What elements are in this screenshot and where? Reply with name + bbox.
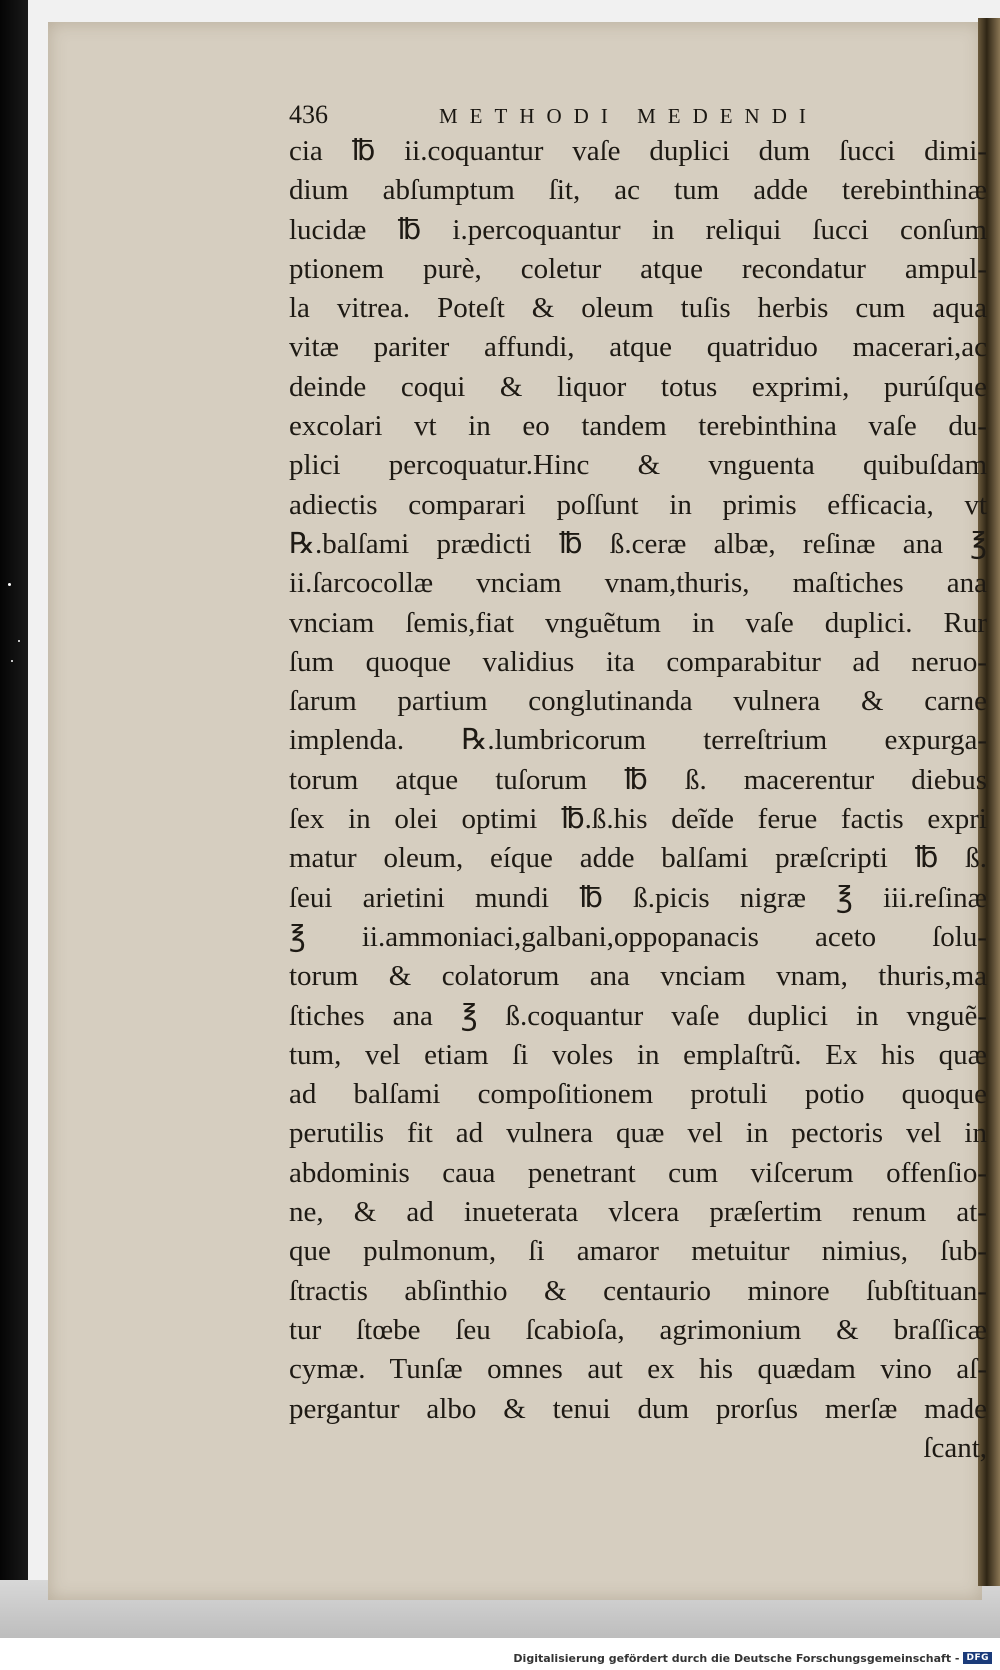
text-line: ℥ ii.ammoniaci,galbani,oppopanacis aceto ſolu- [289, 920, 987, 953]
running-title: METHODI MEDENDI [439, 104, 818, 128]
text-line: cymæ. Tunſæ omnes aut ex his quædam vino aſ- [289, 1353, 987, 1386]
text-line: ne, & ad inueterata vlcera præſertim renum at- [289, 1196, 987, 1229]
text-line: vnciam ſemis,fiat vnguẽtum in vaſe duplici. Rur [289, 606, 987, 639]
text-line: ſtiches ana ℥ ß.coquantur vaſe duplici in vnguẽ- [289, 999, 987, 1032]
text-line: deinde coqui & liquor totus exprimi, purúſque [289, 370, 987, 403]
text-line: torum & colatorum ana vnciam vnam, thuris,ma [289, 960, 987, 993]
digitization-credit [513, 1650, 992, 1666]
body-text [289, 132, 987, 1468]
text-line: lucidæ ℔ i.percoquantur in reliqui ſucci conſum [289, 213, 987, 246]
scanner-left-border [0, 0, 28, 1638]
text-line: adiectis comparari poſſunt in primis efficacia, vt [289, 488, 987, 521]
text-line: dium abſumptum ſit, ac tum adde terebinthinæ [289, 174, 987, 207]
text-line: tur ſtœbe ſeu ſcabioſa, agrimonium & braſſicæ [289, 1313, 987, 1346]
text-line: matur oleum, eíque adde balſami præſcripti ℔ ß. [289, 842, 987, 875]
text-line: perutilis fit ad vulnera quæ vel in pectoris vel in [289, 1117, 987, 1150]
text-line: ſex in olei optimi ℔.ß.his deĩde ferue factis expri [289, 803, 987, 836]
catchword: ſcant, [923, 1431, 987, 1464]
text-line: vitæ pariter affundi, atque quatriduo macerari,ac [289, 331, 987, 364]
dust-speck [8, 583, 11, 586]
text-line: ptionem purè, coletur atque recondatur ampul- [289, 252, 987, 285]
text-line: cia ℔ ii.coquantur vaſe duplici dum ſucci dimi- [289, 135, 987, 167]
text-line: ii.ſarcocollæ vnciam vnam,thuris, maſtiches ana [289, 567, 987, 600]
text-line: implenda. ℞.lumbricorum terreſtrium expurga- [289, 724, 987, 757]
text-line: abdominis caua penetrant cum viſcerum offenſio- [289, 1156, 987, 1189]
text-line: que pulmonum, ſi amaror metuitur nimius, ſub- [289, 1235, 987, 1268]
text-line: tum, vel etiam ſi voles in emplaſtrũ. Ex his quæ [289, 1038, 987, 1071]
dust-speck [11, 660, 13, 662]
text-line: excolari vt in eo tandem terebinthina vaſe du- [289, 410, 987, 443]
text-line: ſeui arietini mundi ℔ ß.picis nigræ ℥ iii.reſinæ [289, 881, 987, 914]
text-line: la vitrea. Poteſt & oleum tuſis herbis cum aqua [289, 292, 987, 325]
text-line: ad balſami compoſitionem protuli potio quoque [289, 1078, 987, 1111]
text-line: torum atque tuſorum ℔ ß. macerentur diebus [289, 763, 987, 796]
credit-text: Digitalisierung gefördert durch die Deutsche Forschungsgemeinschaft - [513, 1651, 960, 1665]
text-line: ℞.balſami prædicti ℔ ß.ceræ albæ, reſinæ ana ℥ [289, 527, 987, 560]
text-line: plici percoquatur.Hinc & vnguenta quibuſdam [289, 449, 987, 482]
text-line: ſtractis abſinthio & centaurio minore ſubſtituan- [289, 1274, 987, 1307]
page-number: 436 [289, 100, 328, 129]
dfg-logo: DFG [963, 1652, 992, 1664]
text-line: ſarum partium conglutinanda vulnera & carne [289, 685, 987, 718]
text-line: pergantur albo & tenui dum prorſus merſæ made [289, 1392, 987, 1425]
text-line: ſum quoque validius ita comparabitur ad neruo- [289, 645, 987, 678]
page-header [289, 100, 909, 128]
dust-speck [18, 640, 20, 642]
